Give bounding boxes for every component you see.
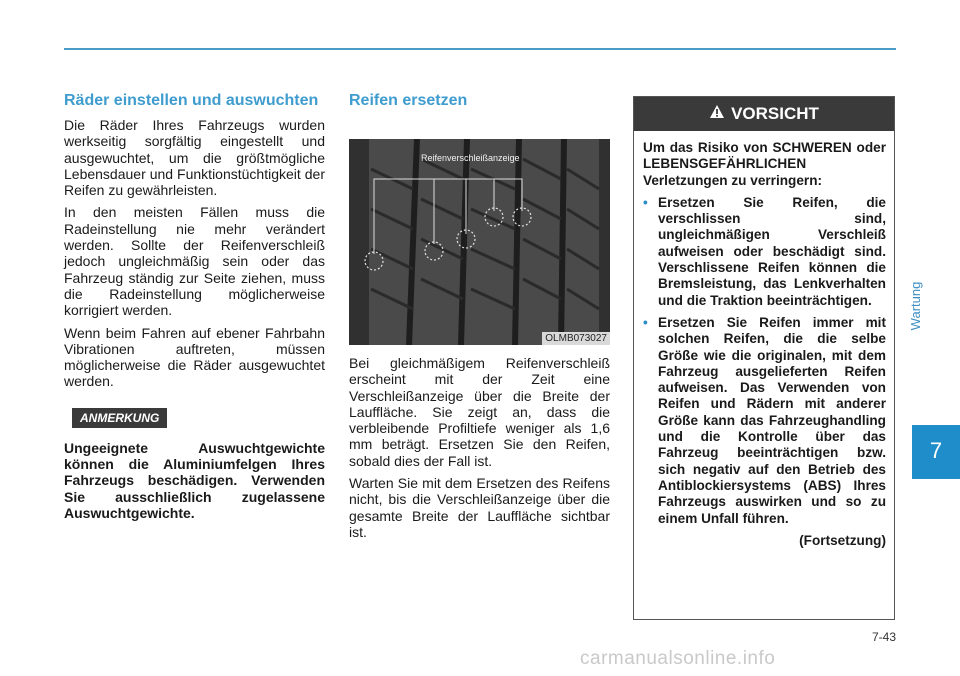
figure-label: Reifenverschleißanzeige [421, 153, 520, 163]
page-number: 7-43 [871, 630, 896, 644]
warning-triangle-icon [709, 104, 725, 124]
caution-intro: Um das Risiko von SCHWEREN oder LEBENSGEFÄHRLICHEN Verletzungen zu verringern: [643, 140, 886, 188]
caution-header [634, 97, 894, 131]
caution-bullet [643, 315, 886, 527]
caution-bullet-text: Ersetzen Sie Reifen, die verschlissen sind, ungleichmäßigen Verschleiß aufweisen oder beschädigt sind. Verschlissene Reifen können die Bremsleistung, das Lenkverhalten und die Traktion beeinträchtigen. [658, 194, 886, 308]
caution-box [633, 96, 895, 620]
note-tag: ANMERKUNG [72, 408, 167, 428]
section-heading-alignment: Räder einstellen und auswuchten [64, 92, 319, 109]
paragraph: In den meisten Fällen muss die Radeinstellung nie mehr verändert werden. Sollte der Reifenverschleiß jedoch ungleichmäßig sein oder das Fahrzeug ständig zur Seite ziehen, muss die Radeinstellung möglicherweise korrigiert werden. [64, 204, 325, 319]
middle-column [349, 92, 610, 546]
tire-wear-indicator-photo [349, 139, 610, 345]
top-rule [64, 48, 896, 50]
left-column [64, 92, 325, 527]
chapter-side-label: Wartung [908, 281, 923, 331]
caution-body [634, 131, 894, 549]
caution-title: VORSICHT [731, 104, 819, 123]
bullet-dot-icon: • [643, 314, 648, 330]
chapter-number-tab: 7 [912, 425, 960, 479]
section-heading-tire-replacement: Reifen ersetzen [349, 92, 468, 109]
bullet-dot-icon: • [643, 194, 648, 210]
paragraph: Wenn beim Fahren auf ebener Fahrbahn Vibrationen auftreten, müssen möglicherweise die Räder ausgewuchtet werden. [64, 324, 325, 390]
paragraph: Bei gleichmäßigem Reifenverschleiß erscheint mit der Zeit eine Verschleißanzeige über die Breite der Lauffläche. Sie zeigt an, dass die verbleibende Profiltiefe weniger als 1,6 mm beträgt. Ersetzen Sie den Reifen, sobald dies der Fall ist. [349, 355, 610, 469]
paragraph: Die Räder Ihres Fahrzeugs wurden werkseitig sorgfältig eingestellt und ausgewuchtet, um die größtmögliche Lebensdauer und Funktionstüchtigkeit der Reifen zu gewährleisten. [64, 117, 325, 199]
continued-label: (Fortsetzung) [799, 532, 886, 548]
tire-tread-illustration [349, 139, 610, 345]
figure-code: OLMB073027 [542, 332, 610, 345]
caution-bullet-text: Ersetzen Sie Reifen immer mit solchen Reifen, die die selbe Größe wie die originalen, mit dem Fahrzeug ausgelieferten Reifen aufweisen. Das Verwenden von Reifen und Rädern mit anderer Größe kann das Fahrzeughandling und die Kontrolle über das Fahrzeug beeinträchtigen bzw. sich negativ auf den Betrieb des Antiblockiersystems (ABS) Ihres Fahrzeugs auswirken und so zu einem Unfall führen. [658, 314, 886, 526]
note-text: Ungeeignete Auswuchtgewichte können die Aluminiumfelgen Ihres Fahrzeugs beschädigen. Verwenden Sie ausschließlich zugelassene Auswuchtgewichte. [64, 439, 325, 521]
paragraph: Warten Sie mit dem Ersetzen des Reifens nicht, bis die Verschleißanzeige über die gesamte Breite der Lauffläche sichtbar ist. [349, 475, 610, 540]
caution-bullet [643, 195, 886, 309]
watermark-text: carmanualsonline.info [580, 648, 776, 669]
